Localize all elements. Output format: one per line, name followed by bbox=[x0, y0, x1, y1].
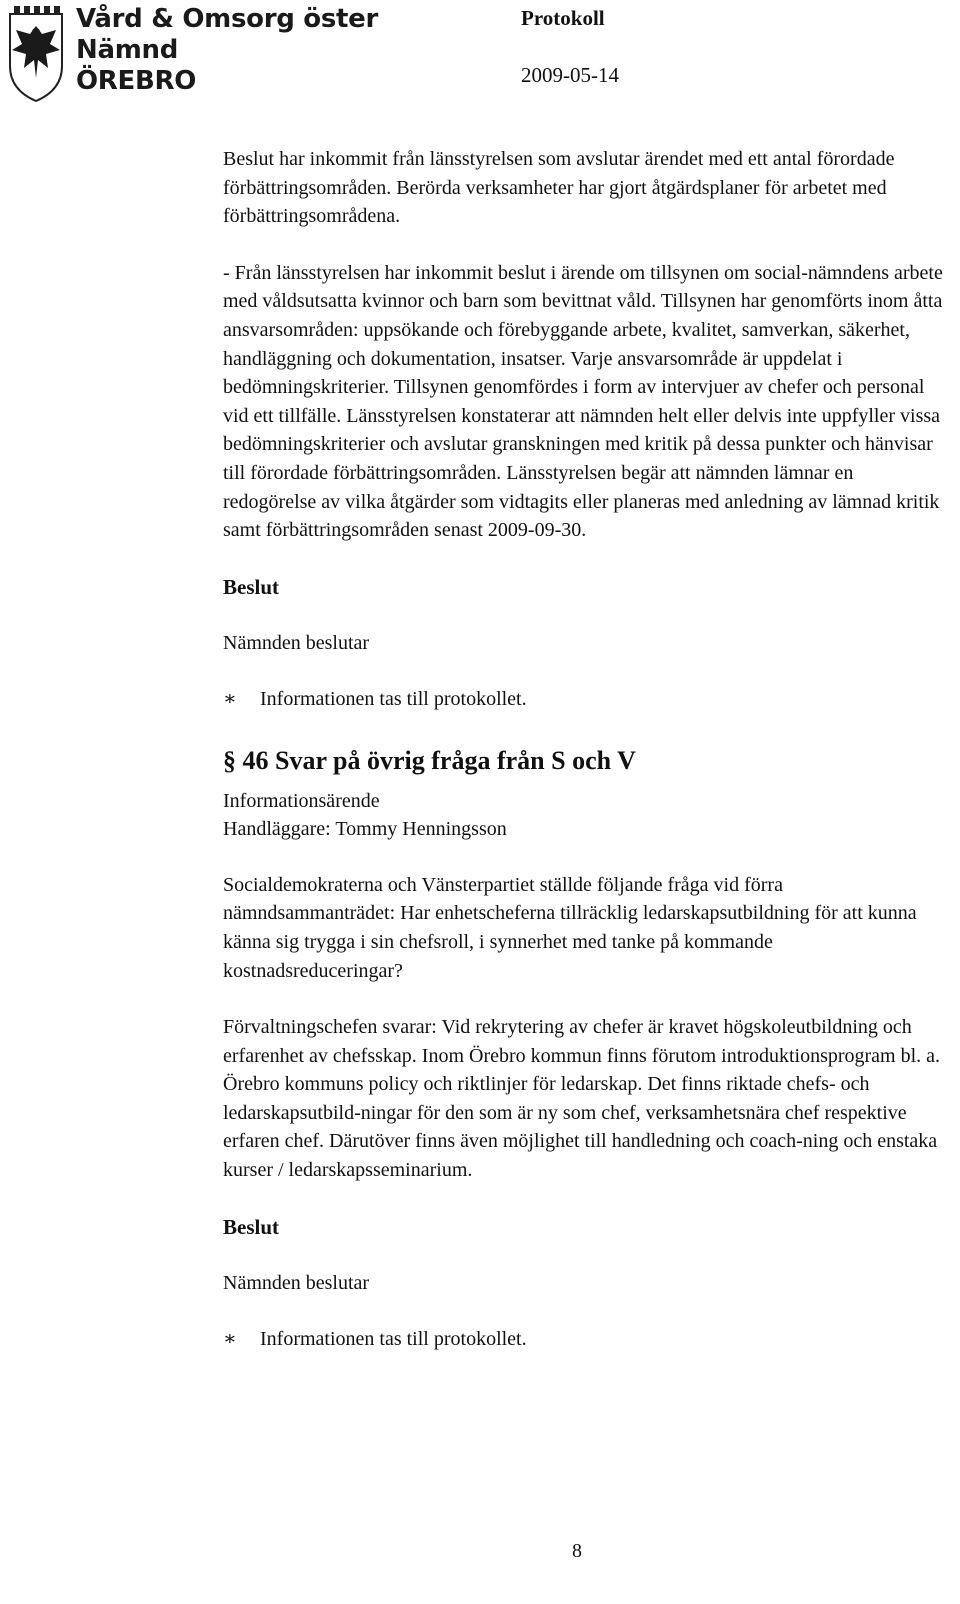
document-body bbox=[223, 145, 943, 1353]
org-name-line2: Nämnd bbox=[76, 35, 179, 65]
org-name-line3: ÖREBRO bbox=[76, 66, 197, 96]
page-header bbox=[0, 0, 960, 110]
document-type: Protokoll bbox=[521, 6, 605, 30]
decision-intro: Nämnden beslutar bbox=[223, 1271, 370, 1294]
decision-label: Beslut bbox=[223, 574, 280, 599]
decision-text: Informationen tas till protokollet. bbox=[260, 1327, 527, 1350]
decision-item bbox=[223, 1325, 943, 1353]
coat-of-arms-icon bbox=[6, 4, 66, 104]
asterisk-icon: ∗ bbox=[223, 687, 237, 710]
paragraph: Socialdemokraterna och Vänsterpartiet ställde följande fråga vid förra nämndsammanträdet: Har enhetscheferna tillräcklig ledarskapsutbildning för att kunna känna sig trygga i sin chefsroll, i synnerhet med tanke på kommande kostnadsreduceringar? bbox=[223, 873, 917, 982]
section-heading: § 46 Svar på övrig fråga från S och V bbox=[223, 745, 636, 775]
org-logo bbox=[6, 4, 378, 104]
paragraph: - Från länsstyrelsen har inkommit beslut i ärende om tillsynen om social-nämndens arbete med våldsutsatta kvinnor och barn som bevittnat våld. Tillsynen har genomförts inom åtta ansvarsområden: uppsökande och förebyggande arbete, kvalitet, samverkan, säkerhet, handläggning och dokumentation, insatser. Varje ansvarsområde är uppdelat i bedömningskriterier. Tillsynen genomfördes i form av intervjuer av chefer och personal vid ett tillfälle. Länsstyrelsen konstaterar att nämnden helt eller delvis inte uppfyller vissa bedömningskriterier och avslutar granskningen med kritik på dessa punkter och hänvisar till förordade förbättringsområden. Länsstyrelsen begär att nämnden lämnar en redogörelse av vilka åtgärder som vidtagits eller planeras med anledning av lämnad kritik samt förbättringsområden senast 2009-09-30. bbox=[223, 261, 943, 542]
decision-text: Informationen tas till protokollet. bbox=[260, 687, 527, 710]
decision-intro: Nämnden beslutar bbox=[223, 631, 370, 654]
paragraph: Beslut har inkommit från länsstyrelsen som avslutar ärendet med ett antal förordade förbättringsområden. Berörda verksamheter har gjort åtgärdsplaner för arbetet med förbättringsområdena. bbox=[223, 148, 895, 228]
asterisk-icon: ∗ bbox=[223, 1327, 237, 1350]
decision-label: Beslut bbox=[223, 1214, 280, 1239]
handler: Handläggare: Tommy Henningsson bbox=[223, 817, 507, 840]
decision-item bbox=[223, 685, 943, 713]
page-number: 8 bbox=[572, 1540, 582, 1562]
document-date: 2009-05-14 bbox=[521, 63, 619, 87]
paragraph: Förvaltningschefen svarar: Vid rekrytering av chefer är kravet högskoleutbildning och erfarenhet av chefsskap. Inom Örebro kommun finns förutom introduktionsprogram bl. a. Örebro kommuns policy och riktlinjer för ledarskap. Det finns riktade chefs- och ledarskapsutbild-ningar för den som är ny som chef, verksamhetsnära chef respektive erfaren chef. Därutöver finns även möjlighet till handledning och coach-ning och enstaka kurser / ledarskapsseminarium. bbox=[223, 1016, 941, 1182]
item-type: Informationsärende bbox=[223, 789, 380, 812]
org-name-line1: Vård & Omsorg öster bbox=[76, 4, 378, 34]
